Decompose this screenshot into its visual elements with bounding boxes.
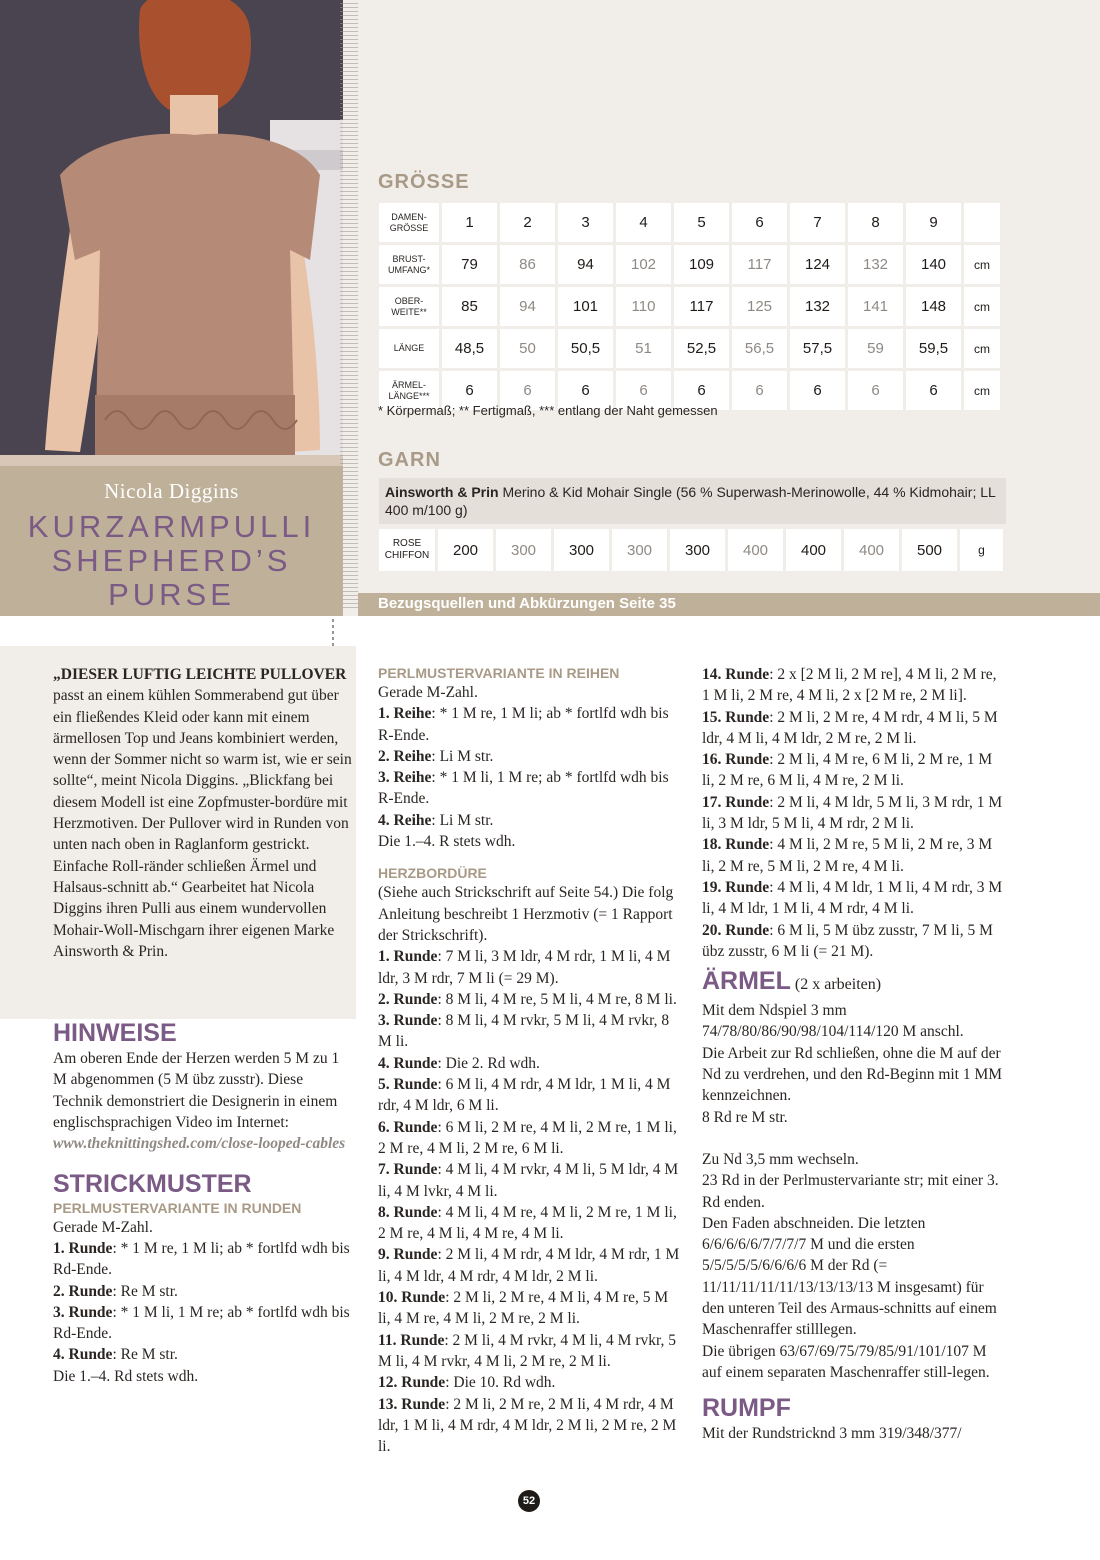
row-number: 2. Reihe [378, 747, 432, 765]
intro-lead: „DIESER LUFTIG LEICHTE PULLOVER [53, 666, 347, 683]
aermel-p5: 23 Rd in der Perlmustervariante str; mit einer 3. Rd enden. [702, 1172, 999, 1211]
instruction-row [378, 810, 682, 831]
sizes-cell: 9 [906, 203, 961, 242]
sizes-cell: 6 [500, 371, 555, 410]
herz-heading: HERZBORDÜRE [378, 865, 487, 882]
rumpf-heading: RUMPF [702, 1394, 791, 1423]
row-number: 3. Runde [378, 1012, 438, 1030]
row-number: 10. Runde [378, 1289, 446, 1307]
yarn-unit: g [960, 529, 1003, 571]
row-text: : 2 M li, 4 M rdr, 4 M ldr, 4 M rdr, 1 M li, 4 M ldr, 4 M rdr, 4 M ldr, 2 M li. [378, 1246, 680, 1285]
row-text: : 6 M li, 5 M übz zusstr, 7 M li, 5 M übz zusstr, 6 M li (= 21 M). [702, 921, 993, 960]
row-text: : Die 10. Rd wdh. [445, 1374, 556, 1392]
sizes-heading: GRÖSSE [378, 171, 470, 193]
row-text: : 8 M li, 4 M re, 5 M li, 4 M re, 8 M li. [437, 990, 677, 1008]
row-number: 13. Runde [378, 1395, 446, 1413]
sizes-cell: 50 [500, 329, 555, 368]
instruction-row [53, 1281, 353, 1302]
aermel-heading [702, 966, 1007, 1000]
sizes-table [376, 200, 1003, 413]
yarn-amount: 200 [438, 529, 493, 571]
instruction-row [53, 1302, 353, 1345]
row-number: 8. Runde [378, 1203, 438, 1221]
sizes-cell: 132 [790, 287, 845, 326]
hinweise-text [53, 1048, 353, 1154]
sizes-row-label: LÄNGE [379, 329, 439, 368]
row-text: : 2 x [2 M li, 2 M re], 4 M li, 2 M re, 1 M li, 2 M re, 4 M li, 2 x [2 M re, 2 M li]. [702, 666, 997, 705]
sizes-row-label: DAMEN- GRÖSSE [379, 203, 439, 242]
row-text: : Die 2. Rd wdh. [437, 1054, 540, 1072]
sizes-cell: 117 [732, 245, 787, 284]
instruction-row [378, 1117, 682, 1160]
sizes-cell: 85 [442, 287, 497, 326]
title-line-1: KURZARMPULLI [27, 509, 316, 544]
sizes-cell: 110 [616, 287, 671, 326]
source-bar: Bezugsquellen und Abkürzungen Seite 35 [358, 593, 1100, 616]
sizes-unit: cm [964, 371, 1000, 410]
sizes-row-label: BRUST- UMFANG* [379, 245, 439, 284]
row-text: : 7 M li, 3 M ldr, 4 M rdr, 1 M li, 4 M ldr, 3 M rdr, 7 M li (= 29 M). [378, 948, 671, 987]
sizes-unit: cm [964, 245, 1000, 284]
sizes-unit [964, 203, 1000, 242]
sizes-footnote: * Körpermaß; ** Fertigmaß, *** entlang der Naht gemessen [378, 403, 718, 418]
row-number: 4. Runde [378, 1054, 438, 1072]
model-photo [0, 0, 343, 466]
sizes-cell: 6 [906, 371, 961, 410]
instruction-row [378, 1159, 682, 1202]
aermel-p2: Die Arbeit zur Rd schließen, ohne die M auf der Nd zu verdrehen, und den Rd-Beginn mit 1 MM kennzeichnen. [702, 1044, 1003, 1105]
sizes-cell: 117 [674, 287, 729, 326]
sizes-cell: 6 [732, 371, 787, 410]
row-text: : * 1 M li, 1 M re; ab * fortlfd wdh bis Rd-Ende. [53, 1303, 350, 1343]
row-text: : 4 M li, 2 M re, 5 M li, 2 M re, 3 M li, 2 M re, 5 M li, 2 M re, 4 M li. [702, 836, 993, 875]
row-text: : 8 M li, 4 M rvkr, 5 M li, 4 M rvkr, 8 M li. [378, 1012, 670, 1051]
hinweise-heading: HINWEISE [53, 1019, 177, 1048]
sizes-cell: 6 [616, 371, 671, 410]
sizes-cell: 48,5 [442, 329, 497, 368]
sizes-row-label: ÄRMEL- LÄNGE*** [379, 371, 439, 410]
sizes-cell: 6 [848, 371, 903, 410]
yarn-color-label: ROSE CHIFFON [379, 529, 435, 571]
row-text: : Re M str. [112, 1346, 178, 1364]
instruction-row [378, 767, 682, 810]
sizes-cell: 56,5 [732, 329, 787, 368]
yarn-amount: 300 [612, 529, 667, 571]
row-number: 20. Runde [702, 921, 770, 939]
sizes-cell: 86 [500, 245, 555, 284]
row-number: 15. Runde [702, 708, 770, 726]
instruction-row [702, 749, 1007, 792]
title-box [0, 466, 343, 616]
instruction-row [378, 703, 682, 746]
sizes-cell: 3 [558, 203, 613, 242]
title-line-2: SHEPHERD’S [51, 543, 292, 578]
instruction-row [378, 989, 682, 1010]
row-number: 3. Runde [53, 1303, 113, 1321]
row-number: 6. Runde [378, 1118, 438, 1136]
aermel-p4: Zu Nd 3,5 mm wechseln. [702, 1150, 859, 1168]
row-number: 9. Runde [378, 1246, 438, 1264]
yarn-amount: 400 [844, 529, 899, 571]
sizes-cell: 59 [848, 329, 903, 368]
herz-intro: (Siehe auch Strickschrift auf Seite 54.) Die folg Anleitung beschreibt 1 Herzmotiv (= 1 Rapport der Strickschrift). [378, 884, 674, 944]
instruction-row [702, 834, 1007, 877]
intro-body: passt an einem kühlen Sommerabend gut über ein fließendes Kleid oder kann mit einem ärmellosen Top und Jeans kombiniert werden, wenn der Sommer nicht so warm ist, wie er sein sollte“, meint Nicola Diggins. „Blickfang bei diesem Modell ist eine Zopfmuster-bordüre mit Herzmotiven. Der Pullover wird in Runden von unten nach oben in Raglanform gestrickt. Einfache Roll-ränder schließen Ärmel und Halsaus-schnitt ab.“ Gearbeitet hat Nicola Diggins ihren Pulli aus einem wundervollen Mohair-Woll-Mischgarn ihrer eigenen Marke Ainsworth & Prin. [53, 687, 352, 960]
perl-runden-rows [53, 1238, 353, 1366]
sizes-cell: 5 [674, 203, 729, 242]
sizes-cell: 6 [442, 371, 497, 410]
sizes-cell: 141 [848, 287, 903, 326]
instruction-row [378, 1287, 682, 1330]
instruction-row [702, 664, 1007, 707]
instruction-row [53, 1344, 353, 1365]
sizes-cell: 125 [732, 287, 787, 326]
sizes-cell: 102 [616, 245, 671, 284]
row-text: : 2 M li, 4 M re, 6 M li, 2 M re, 1 M li, 2 M re, 6 M li, 4 M re, 2 M li. [702, 751, 993, 790]
sizes-cell: 59,5 [906, 329, 961, 368]
instruction-row [53, 1238, 353, 1281]
row-text: : * 1 M re, 1 M li; ab * fortlfd wdh bis R-Ende. [378, 705, 669, 744]
yarn-amount: 300 [554, 529, 609, 571]
instruction-row [702, 877, 1007, 920]
row-number: 14. Runde [702, 666, 770, 683]
sizes-cell: 1 [442, 203, 497, 242]
rumpf-p1: Mit der Rundstricknd 3 mm 319/348/377/ [702, 1425, 962, 1443]
designer-name: Nicola Diggins [104, 479, 239, 503]
row-text: : 6 M li, 4 M rdr, 4 M ldr, 1 M li, 4 M rdr, 4 M ldr, 6 M li. [378, 1076, 671, 1115]
yarn-brand: Ainsworth & Prin [385, 484, 499, 500]
row-text: : 4 M li, 4 M rvkr, 4 M li, 5 M ldr, 4 M li, 4 M lvkr, 4 M li. [378, 1161, 679, 1200]
sizes-cell: 51 [616, 329, 671, 368]
row-text: : Li M str. [431, 747, 494, 765]
perl-reihen-intro: Gerade M-Zahl. [378, 684, 478, 701]
row-number: 19. Runde [702, 878, 770, 896]
yarn-table [376, 526, 1006, 574]
row-number: 11. Runde [378, 1331, 445, 1349]
row-text: : 6 M li, 2 M re, 4 M li, 2 M re, 1 M li, 2 M re, 4 M li, 2 M re, 6 M li. [378, 1118, 677, 1157]
sizes-cell: 57,5 [790, 329, 845, 368]
yarn-amount: 400 [728, 529, 783, 571]
herz-cont-rows [702, 664, 1007, 962]
perl-runden-intro: Gerade M-Zahl. [53, 1218, 153, 1236]
row-number: 3. Reihe [378, 769, 432, 787]
aermel-p3: 8 Rd re M str. [702, 1108, 788, 1126]
instruction-row [378, 946, 682, 989]
instruction-row [378, 1394, 682, 1458]
sizes-row [379, 287, 1000, 326]
instruction-row [378, 1372, 682, 1393]
row-text: : 2 M li, 2 M re, 4 M rdr, 4 M li, 5 M ldr, 4 M li, 4 M ldr, 2 M re, 2 M li. [702, 708, 998, 747]
sizes-cell: 4 [616, 203, 671, 242]
instruction-row [378, 1330, 682, 1373]
instruction-row [378, 1202, 682, 1245]
instruction-row [378, 1074, 682, 1117]
row-text: : Re M str. [112, 1282, 178, 1300]
row-text: : 4 M li, 4 M re, 4 M li, 2 M re, 1 M li, 2 M re, 4 M li, 4 M re, 4 M li. [378, 1203, 677, 1243]
sizes-cell: 6 [558, 371, 613, 410]
instruction-row [378, 746, 682, 767]
instruction-row [378, 1053, 682, 1074]
sizes-cell: 6 [674, 371, 729, 410]
row-text: : Li M str. [431, 811, 494, 829]
row-number: 2. Runde [378, 990, 438, 1008]
sizes-cell: 7 [790, 203, 845, 242]
aermel-p6: Den Faden abschneiden. Die letzten 6/6/6/6/6/7/7/7/7 M und die ersten 5/5/5/5/5/6/6/6/6 M der Rd (= 11/11/11/11/11/13/13/13/13 M insgesamt) für den unteren Teil des Armaus-schnitts auf einem Maschenraffer stilllegen. [702, 1214, 997, 1339]
row-number: 4. Reihe [378, 811, 432, 829]
sizes-cell: 8 [848, 203, 903, 242]
perl-runden-heading: PERLMUSTERVARIANTE IN RUNDEN [53, 1199, 302, 1216]
row-number: 17. Runde [702, 793, 770, 811]
sizes-cell: 2 [500, 203, 555, 242]
sizes-row [379, 203, 1000, 242]
aermel-note: (2 x arbeiten) [790, 976, 882, 994]
sizes-cell: 148 [906, 287, 961, 326]
row-number: 1. Runde [53, 1239, 113, 1257]
yarn-heading: GARN [378, 449, 441, 471]
aermel-title: ÄRMEL [702, 967, 791, 996]
sizes-cell: 6 [790, 371, 845, 410]
row-number: 1. Runde [378, 948, 438, 966]
sizes-unit: cm [964, 329, 1000, 368]
title-line-3: PURSE [108, 577, 235, 612]
row-number: 5. Runde [378, 1076, 438, 1094]
sizes-cell: 109 [674, 245, 729, 284]
intro-text [53, 664, 353, 962]
instruction-row [702, 920, 1007, 963]
row-number: 12. Runde [378, 1374, 446, 1392]
sizes-row-label: OBER- WEITE** [379, 287, 439, 326]
sweater-illustration [0, 0, 343, 466]
column-1 [53, 664, 353, 1387]
yarn-amount: 500 [902, 529, 957, 571]
perl-reihen-outro: Die 1.–4. R stets wdh. [378, 833, 516, 851]
instruction-row [378, 1244, 682, 1287]
perl-reihen-heading: PERLMUSTERVARIANTE IN REIHEN [378, 665, 620, 681]
aermel-p1: Mit dem Ndspiel 3 mm 74/78/80/86/90/98/104/114/120 M anschl. [702, 1002, 964, 1041]
yarn-amount: 300 [670, 529, 725, 571]
row-text: : * 1 M re, 1 M li; ab * fortlfd wdh bis Rd-Ende. [53, 1239, 350, 1279]
row-text: : 2 M li, 4 M ldr, 5 M li, 3 M rdr, 1 M li, 3 M ldr, 5 M li, 4 M rdr, 2 M li. [702, 793, 1003, 833]
row-text: : 2 M li, 2 M re, 2 M li, 4 M rdr, 4 M ldr, 1 M li, 4 M rdr, 4 M ldr, 2 M li, 2 M re, 2 M li. [378, 1395, 677, 1456]
sizes-cell: 94 [558, 245, 613, 284]
row-text: : 4 M li, 4 M ldr, 1 M li, 4 M rdr, 3 M li, 4 M ldr, 1 M li, 4 M rdr, 4 M li. [702, 878, 1003, 918]
row-text: : 2 M li, 2 M re, 4 M li, 4 M re, 5 M li, 4 M re, 4 M li, 2 M re, 2 M li. [378, 1289, 669, 1328]
hinweise-body: Am oberen Ende der Herzen werden 5 M zu 1 M abgenommen (5 M übz zusstr). Diese Technik demonstriert die Designerin in einem englischsprachigen Video im Internet: [53, 1050, 340, 1132]
sizes-cell: 52,5 [674, 329, 729, 368]
row-number: 16. Runde [702, 751, 770, 769]
page-number: 52 [518, 1490, 540, 1512]
herz-rows [378, 946, 682, 1457]
row-text: : * 1 M li, 1 M re; ab * fortlfd wdh bis R-Ende. [378, 769, 669, 808]
row-number: 18. Runde [702, 836, 770, 854]
yarn-description [379, 478, 1006, 524]
sizes-cell: 6 [732, 203, 787, 242]
sizes-cell: 79 [442, 245, 497, 284]
row-number: 1. Reihe [378, 705, 432, 723]
yarn-amount: 400 [786, 529, 841, 571]
row-number: 2. Runde [53, 1282, 113, 1300]
column-2 [378, 664, 682, 1457]
sizes-cell: 124 [790, 245, 845, 284]
video-link[interactable]: www.theknittingshed.com/close-looped-cables [53, 1135, 346, 1153]
yarn-details: Merino & Kid Mohair Single (56 % Superwash-Merinowolle, 44 % Kidmohair; LL 400 m/100 g) [385, 484, 996, 518]
sizes-cell: 94 [500, 287, 555, 326]
row-text: : 2 M li, 4 M rvkr, 4 M li, 4 M rvkr, 5 M li, 4 M rvkr, 4 M li, 2 M re, 2 M li. [378, 1331, 677, 1370]
sizes-cell: 50,5 [558, 329, 613, 368]
perl-runden-outro: Die 1.–4. Rd stets wdh. [53, 1367, 199, 1385]
perl-reihen-rows [378, 703, 682, 831]
instruction-row [702, 707, 1007, 750]
sizes-unit: cm [964, 287, 1000, 326]
instruction-row [702, 792, 1007, 835]
sizes-row [379, 245, 1000, 284]
instruction-row [378, 1010, 682, 1053]
sizes-row [379, 329, 1000, 368]
sizes-cell: 132 [848, 245, 903, 284]
row-number: 7. Runde [378, 1161, 438, 1179]
sizes-cell: 101 [558, 287, 613, 326]
yarn-amount: 300 [496, 529, 551, 571]
column-3 [702, 664, 1007, 1445]
row-number: 4. Runde [53, 1346, 113, 1364]
aermel-p7: Die übrigen 63/67/69/75/79/85/91/101/107 M auf einem separaten Maschenraffer still-legen. [702, 1342, 990, 1381]
strickmuster-heading: STRICKMUSTER [53, 1169, 252, 1198]
sizes-cell: 140 [906, 245, 961, 284]
